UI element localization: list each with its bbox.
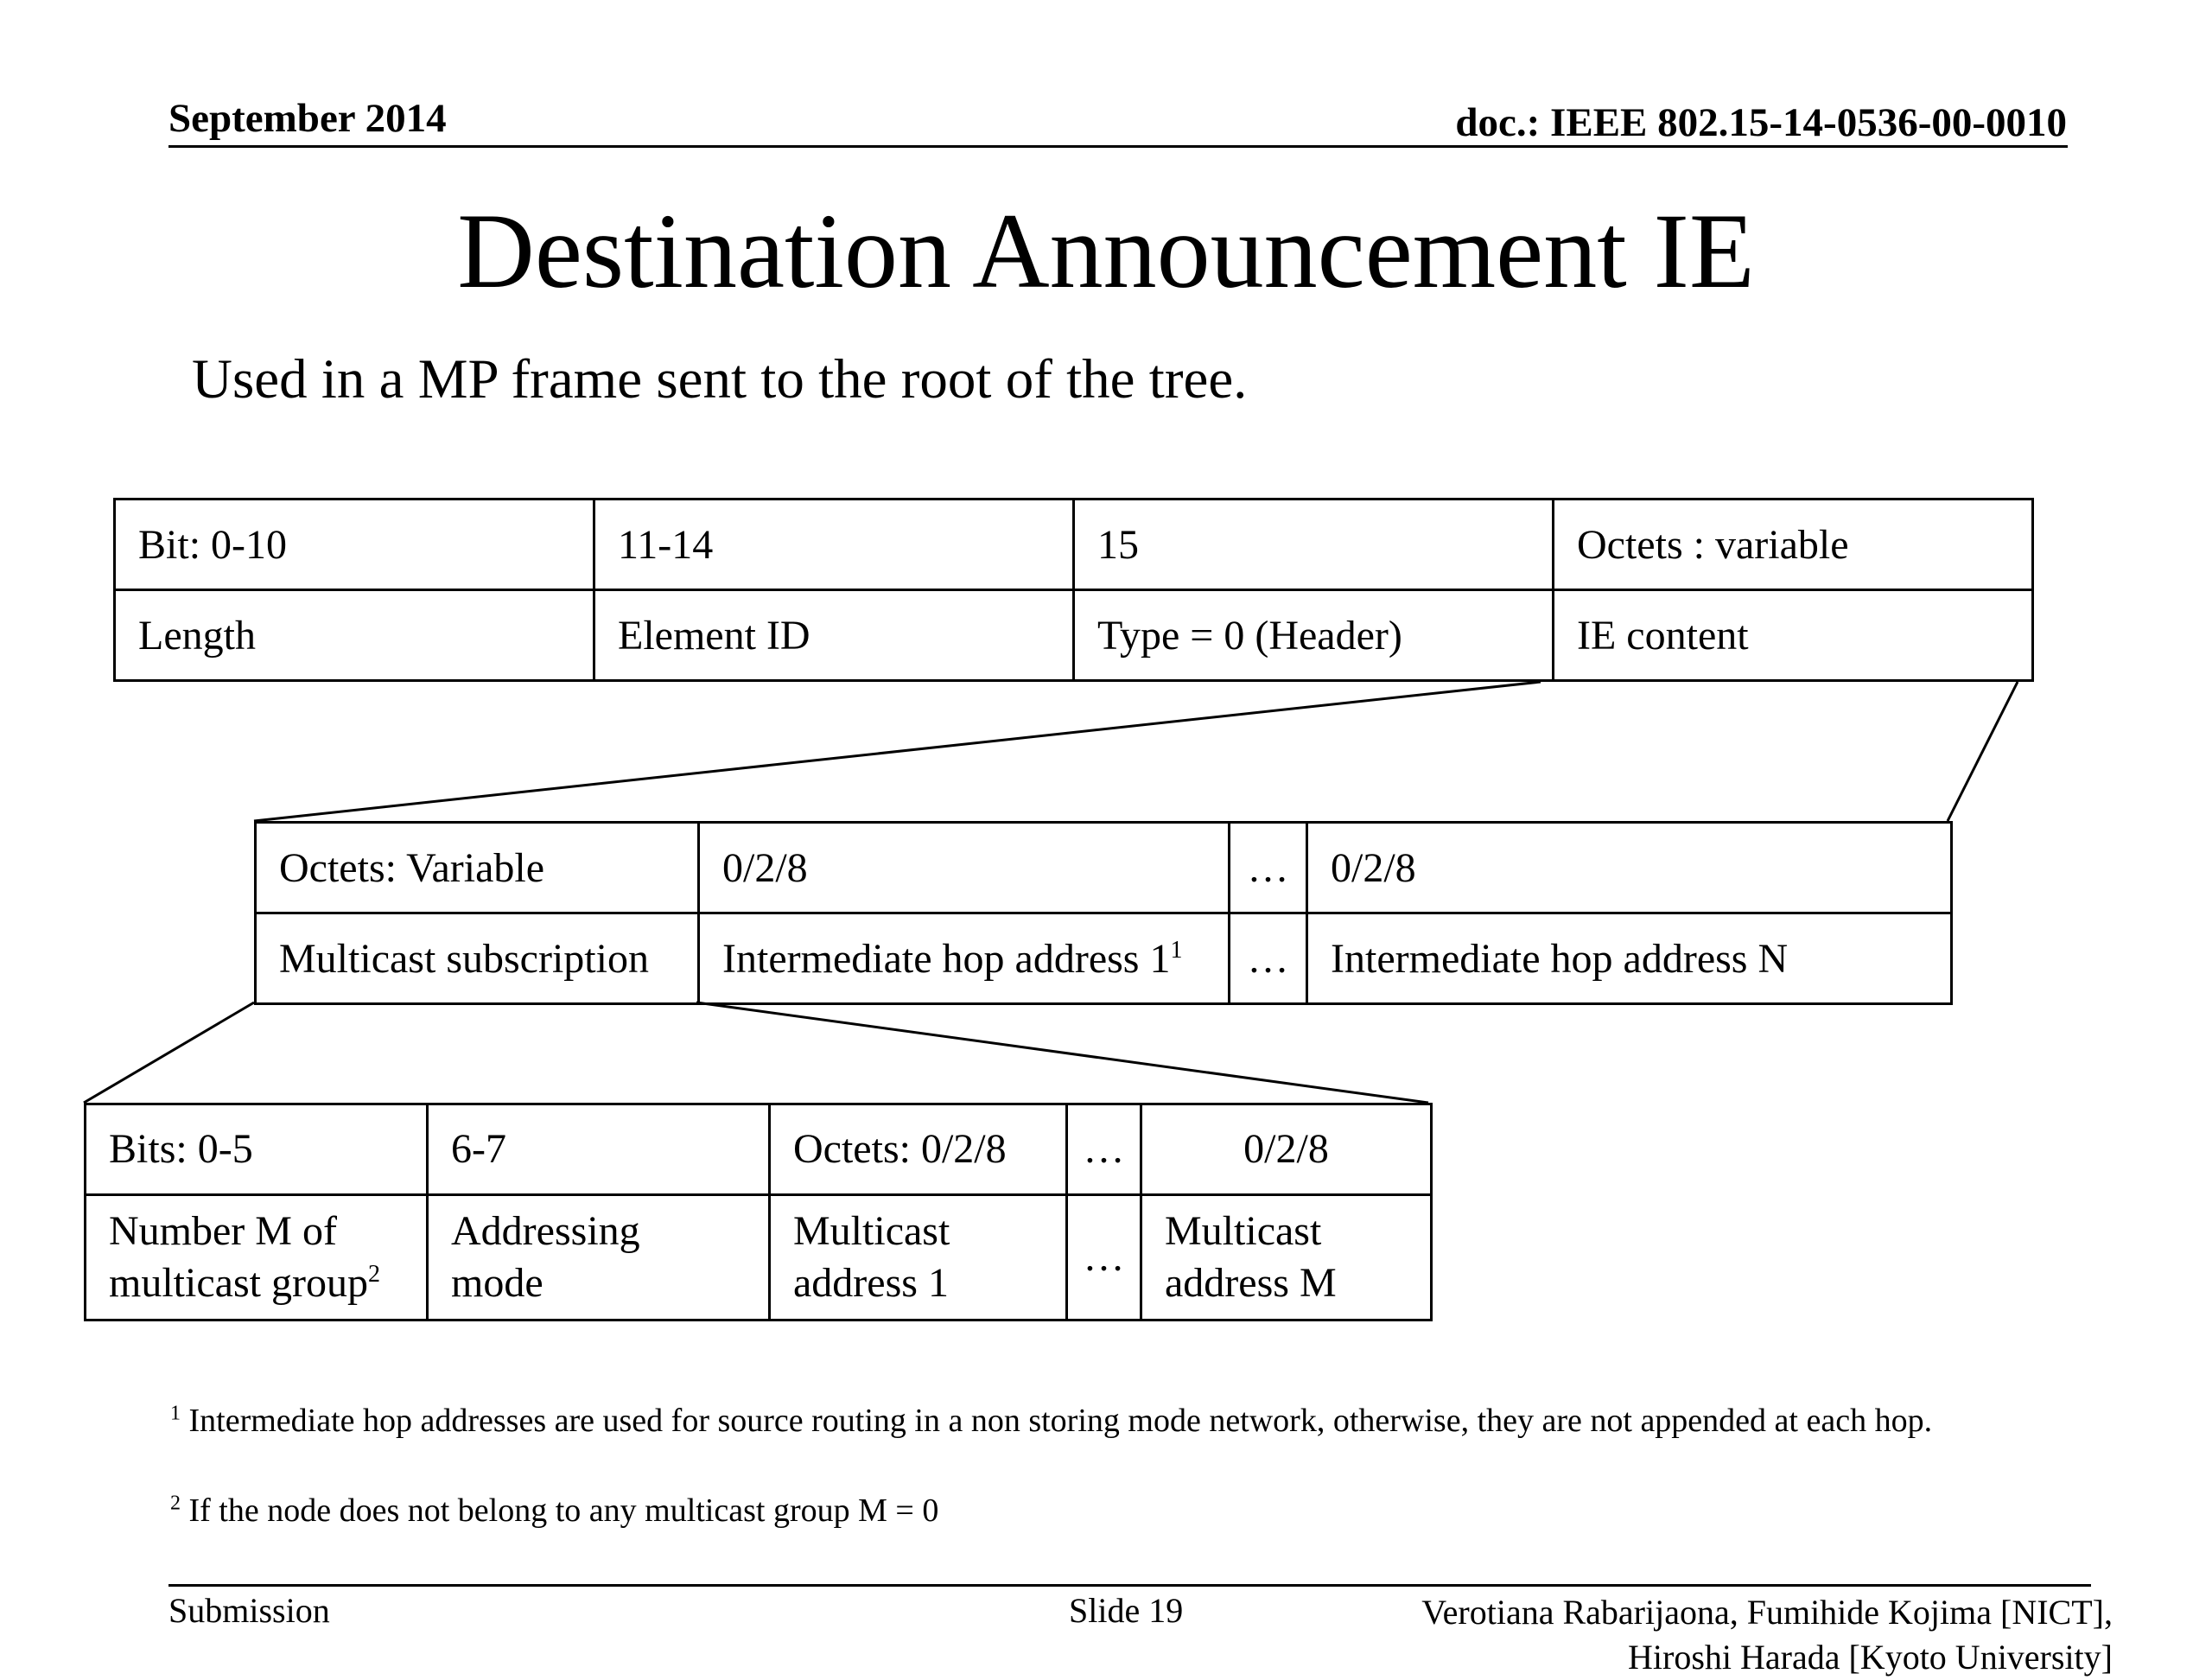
table-cell-ellipsis: …	[1230, 913, 1307, 1004]
table-cell	[770, 1195, 1067, 1320]
cell-line: address 1	[793, 1260, 949, 1306]
cell-line: mode	[451, 1260, 543, 1306]
footnote-1	[170, 1398, 2106, 1443]
table-row	[256, 823, 1952, 913]
table-row	[115, 500, 2033, 590]
footer-authors-line: Hiroshi Harada [Kyoto University]	[1628, 1638, 2113, 1677]
table-cell: 0/2/8	[699, 823, 1230, 913]
table-cell: Type = 0 (Header)	[1074, 590, 1554, 681]
slide-subtitle: Used in a MP frame sent to the root of the tree.	[192, 348, 1248, 410]
table-cell-ellipsis: …	[1230, 823, 1307, 913]
table-cell: Intermediate hop address N	[1307, 913, 1952, 1004]
cell-line: Addressing	[451, 1208, 640, 1254]
table-cell-ellipsis: …	[1067, 1104, 1141, 1195]
footnote-mark: 2	[170, 1492, 181, 1515]
table-cell: Octets: Variable	[256, 823, 699, 913]
footnote-2	[170, 1488, 2106, 1533]
footnote-mark: 1	[170, 1402, 181, 1425]
cell-line: Number M of	[109, 1208, 337, 1254]
table-cell: 11-14	[594, 500, 1074, 590]
ie-format-table	[113, 498, 2034, 682]
table-cell: 0/2/8	[1307, 823, 1952, 913]
footer-rule	[168, 1584, 2091, 1587]
cell-line: Multicast	[1165, 1208, 1322, 1254]
table-cell	[86, 1195, 428, 1320]
footer-authors	[1421, 1590, 2113, 1680]
table-row	[115, 590, 2033, 681]
table-row	[86, 1104, 1432, 1195]
table-row	[86, 1195, 1432, 1320]
table-cell: 15	[1074, 500, 1554, 590]
cell-line: multicast group	[109, 1260, 368, 1306]
table-cell: Element ID	[594, 590, 1074, 681]
table-cell: IE content	[1554, 590, 2033, 681]
table-cell	[1141, 1195, 1432, 1320]
footer-authors-line: Verotiana Rabarijaona, Fumihide Kojima [NICT],	[1421, 1593, 2113, 1632]
ie-content-table	[254, 821, 1953, 1005]
connector-t1-t2-left	[254, 682, 1541, 821]
footnote-ref-1: 1	[1170, 936, 1183, 964]
footnote-text: If the node does not belong to any multicast group M = 0	[188, 1492, 939, 1529]
table-cell: 0/2/8	[1141, 1104, 1432, 1195]
table-cell: Multicast subscription	[256, 913, 699, 1004]
table-cell: Octets : variable	[1554, 500, 2033, 590]
table-cell	[699, 913, 1230, 1004]
slide-title: Destination Announcement IE	[457, 192, 1755, 310]
table-cell: Length	[115, 590, 594, 681]
connector-t1-t2-right	[1948, 682, 2018, 821]
header-doc-id: doc.: IEEE 802.15-14-0536-00-0010	[1455, 100, 2067, 145]
footer-submission: Submission	[168, 1591, 330, 1630]
footnote-text: Intermediate hop addresses are used for source routing in a non storing mode network, otherwise, they are not appended at each hop.	[188, 1403, 1933, 1439]
connector-t2-t3-right	[696, 1002, 1428, 1103]
connector-t2-t3-left	[84, 1002, 254, 1103]
cell-line: Multicast	[793, 1208, 950, 1254]
table-cell: Octets: 0/2/8	[770, 1104, 1067, 1195]
footnote-ref-2: 2	[367, 1261, 380, 1288]
multicast-subscription-table	[84, 1103, 1433, 1321]
table-cell: 6-7	[428, 1104, 770, 1195]
table-cell-ellipsis: …	[1067, 1195, 1141, 1320]
table-row	[256, 913, 1952, 1004]
footer-slide-number: Slide 19	[1069, 1591, 1184, 1630]
cell-text: Intermediate hop address 1	[722, 935, 1171, 982]
table-cell	[428, 1195, 770, 1320]
cell-line: address M	[1165, 1260, 1337, 1306]
header-date: September 2014	[168, 96, 447, 141]
table-cell: Bits: 0-5	[86, 1104, 428, 1195]
table-cell: Bit: 0-10	[115, 500, 594, 590]
